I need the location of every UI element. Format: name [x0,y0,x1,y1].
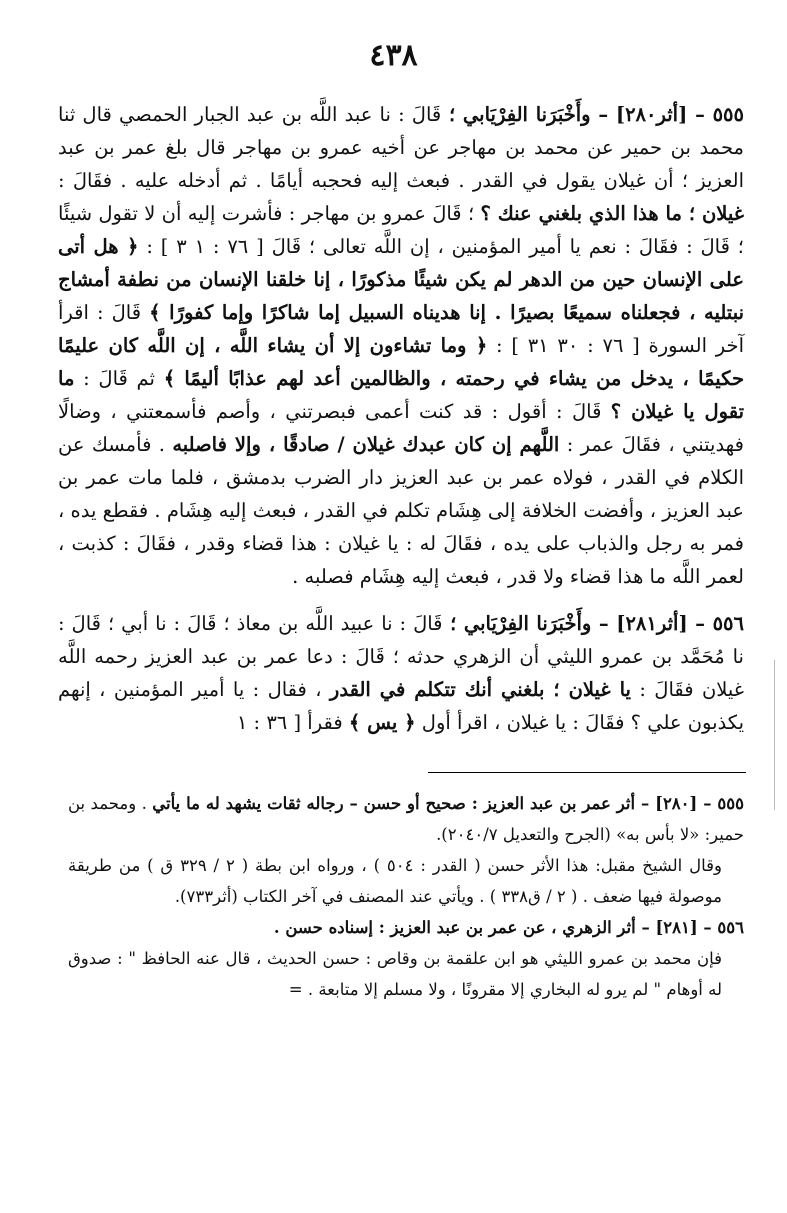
footnote-divider [428,772,746,773]
page-number: ٤٣٨ [369,38,418,73]
p556-segment: ﴿ يس ﴾ [348,711,416,734]
narration-556 [58,607,744,739]
p555-segment: ٥٥٥ – [أثر٢٨٠] – وأَخْبَرَنا الفِرْيَابي ؛ [441,103,744,126]
p555-segment: ما تقول يا غيلان ؟ [58,367,745,423]
p555-segment: قَالَ : اقرأ آخر السورة [ ٧٦ : ٣٠ ٣١ ] : [58,301,744,357]
p555-segment: ﴿ وما تشاءون إلا أن يشاء اللَّه ، إن اللَّه كان عليمًا حكيمًا ، يدخل من يشاء في رحمته ، والظالمين أعد لهم عذابًا أليمًا ﴾ [58,334,744,390]
footnote-555-text: . ومحمد بن حمير: «لا بأس به» (الجرح والتعديل ٢٠٤٠/٧). [68,794,744,844]
p555-segment: غيلان ؛ ما هذا الذي بلغني عنك ؟ [480,202,745,225]
p555-segment: اللَّهم إن كان عبدك غيلان / صادقًا ، وإلا فاصلبه [172,433,560,456]
p555-segment: قَالَ : أقول : قد كنت أعمى فبصرتني ، وأصم فأسمعتني ، وضالًا فهديتني ، فقَالَ عمر : [58,400,744,456]
narration-555 [58,98,744,593]
p556-segment: فقرأ [ ٣٦ : ١ [236,711,349,734]
footnote-555-continuation: وقال الشيخ مقبل: هذا الأثر حسن ( القدر : ٥٠٤ ) ، ورواه ابن بطة ( ٢ / ٣٢٩ ق ) من طريقة موصولة فيها ضعف . ( ٢ / ق٣٣٨ ) . ويأتي عند المصنف في آخر الكتاب (أثر٧٣٣). [68,856,722,906]
p555-segment: . فأمسك عن الكلام في القدر ، فولاه عمر بن عبد العزيز دار الضرب بدمشق ، فلما مات عمر بن عبد العزيز ، وأفضت الخلافة إلى هِشَام تكلم في القدر ، فبعث إليه هِشَام . فقطع يده ، فمر به رجل والذباب على يده ، فقَالَ له : يا غيلان : هذا قضاء وقدر ، فقَالَ : كذبت ، لعمر اللَّه ما هذا قضاء ولا قدر ، فبعث إليه هِشَام فصلبه . [58,433,744,588]
p555-segment: ثم قَالَ : [74,367,164,390]
p555-segment: ﴿ هل أتى على الإنسان حين من الدهر لم يكن شيئًا مذكورًا ، إنا خلقنا الإنسان من نطفة أمشاج نبتليه ، فجعلناه سميعًا بصيرًا . إنا هديناه السبيل إما شاكرًا وإما كفورًا ﴾ [58,235,745,324]
footnote-556-heading: ٥٥٦ – [٢٨١] – أثر الزهري ، عن عمر بن عبد العزيز : إسناده حسن . [273,918,744,937]
main-text [58,98,744,753]
p556-segment: ٥٥٦ – [أثر٢٨١] – وأَخْبَرَنا الفِرْيَابي ؛ [442,612,744,635]
footnote-555-heading: ٥٥٥ – [٢٨٠] – أثر عمر بن عبد العزيز : صحيح أو حسن – رجاله ثقات يشهد له ما يأتي [152,794,744,813]
p556-segment: قَالَ : نا عبيد اللَّه بن معاذ ؛ قَالَ : نا أبي ؛ قَالَ : نا مُحَمَّد بن عمرو الليثي أن الزهري حدثه ؛ قَالَ : دعا عمر بن عبد العزيز رحمه اللَّه غيلان فقَالَ : [58,612,745,701]
footnote-555 [68,788,744,850]
p555-segment: قَالَ : نا عبد اللَّه بن عبد الجبار الحمصي قال ثنا محمد بن حمير عن محمد بن مهاجر عن أخيه عمرو بن مهاجر قال بلغ عمر بن عبد العزيز ؛ أن غيلان يقول في القدر . فبعث إليه فحجبه أيامًا . ثم أدخله عليه . فقَالَ : [58,103,744,192]
p556-segment: يا غيلان ؛ بلغني أنك تتكلم في القدر [329,678,631,701]
p555-segment: ؛ قَالَ عمرو بن مهاجر : فأشرت إليه أن لا تقول شيئًا ؛ قَالَ : فقَالَ : نعم يا أمير المؤمنين ، إن اللَّه تعالى ؛ قَالَ [ ٧٦ : ١ ٣ ] : [58,202,744,258]
footnotes [68,788,744,1005]
footnote-556-text: فإن محمد بن عمرو الليثي هو ابن علقمة بن وقاص : حسن الحديث ، قال عنه الحافظ " : صدوق له أوهام " لم يرو له البخاري إلا مقرونًا ، ولا مسلم إلا متابعة . = [68,949,722,999]
margin-line [774,660,775,810]
p556-segment: ، فقال : يا أمير المؤمنين ، إنهم يكذبون علي ؟ فقَالَ : يا غيلان ، اقرأ أول [58,678,744,734]
